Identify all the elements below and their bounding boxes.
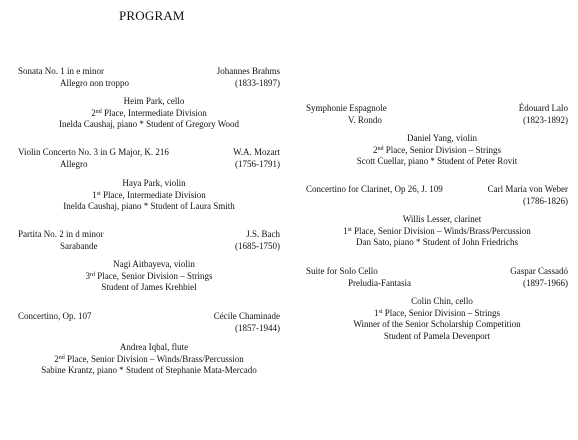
performer-accompanist: Scott Cuellar, piano * Student of Peter Rovit bbox=[356, 156, 518, 166]
piece-title: Symphonie Espagnole bbox=[306, 103, 387, 113]
performer-name: Colin Chin, cello bbox=[411, 296, 473, 306]
piece-composer: Gaspar Cassadó bbox=[510, 266, 568, 276]
piece-lalo bbox=[306, 103, 568, 126]
piece-title: Concertino, Op. 107 bbox=[18, 311, 92, 321]
performer-teacher: Student of James Krehbiel bbox=[101, 282, 197, 292]
piece-title: Violin Concerto No. 3 in G Major, K. 216 bbox=[18, 147, 169, 157]
performer-place: 1st Place, Intermediate Division bbox=[92, 189, 206, 200]
performer-name: Haya Park, violin bbox=[122, 178, 186, 188]
piece-dates: (1823-1892) bbox=[523, 114, 568, 125]
piece-composer: Cécile Chaminade bbox=[213, 311, 280, 321]
piece-title: Partita No. 2 in d minor bbox=[18, 229, 104, 239]
performer-block bbox=[18, 96, 280, 131]
performer-name: Nagi Aitbayeva, violin bbox=[113, 259, 195, 269]
piece-title: Suite for Solo Cello bbox=[306, 266, 378, 276]
piece-movement bbox=[306, 196, 348, 208]
performer-place: 3rd Place, Senior Division – Strings bbox=[85, 270, 213, 281]
performer-name: Daniel Yang, violin bbox=[406, 133, 477, 143]
piece-weber bbox=[306, 184, 568, 207]
piece-composer: W.A. Mozart bbox=[233, 147, 280, 157]
performer-place: 1st Place, Senior Division – Winds/Brass/Percussion bbox=[343, 225, 531, 236]
piece-brahms bbox=[18, 66, 280, 89]
performer-name: Willis Lesser, clarinet bbox=[402, 214, 482, 224]
piece-dates: (1685-1750) bbox=[235, 240, 280, 251]
performer-name: Andrea Iqbal, flute bbox=[119, 342, 189, 352]
piece-title: Concertino for Clarinet, Op 26, J. 109 bbox=[306, 184, 443, 194]
performer-accompanist: Inelda Caushaj, piano * Student of Gregory Wood bbox=[58, 119, 240, 129]
piece-dates: (1833-1897) bbox=[235, 77, 280, 88]
piece-dates: (1756-1791) bbox=[235, 158, 280, 169]
performer-block bbox=[306, 296, 568, 342]
performer-place: 2nd Place, Senior Division – Winds/Brass/Percussion bbox=[54, 353, 244, 364]
piece-title: Sonata No. 1 in e minor bbox=[18, 66, 104, 76]
performer-place: 2nd Place, Intermediate Division bbox=[91, 107, 207, 118]
piece-composer: Johannes Brahms bbox=[216, 66, 280, 76]
program-title: PROGRAM bbox=[119, 8, 185, 23]
piece-movement: V. Rondo bbox=[348, 114, 382, 125]
performer-name: Heim Park, cello bbox=[123, 96, 185, 106]
performer-teacher: Student of Pamela Devenport bbox=[383, 330, 491, 341]
performer-place: 1st Place, Senior Division – Strings bbox=[373, 307, 500, 318]
piece-movement: Allegro non troppo bbox=[60, 77, 129, 88]
performer-block bbox=[18, 178, 280, 213]
performer-accompanist: Sabine Krantz, piano * Student of Stephanie Mata-Mercado bbox=[41, 365, 257, 375]
performer-block bbox=[18, 342, 280, 377]
piece-movement: Preludia-Fantasia bbox=[348, 277, 411, 288]
performer-place: 2nd Place, Senior Division – Strings bbox=[373, 144, 501, 155]
piece-dates: (1786-1826) bbox=[523, 195, 568, 206]
piece-movement: Sarabande bbox=[60, 240, 98, 251]
performer-block bbox=[18, 259, 280, 294]
piece-mozart bbox=[18, 147, 280, 170]
piece-dates: (1897-1966) bbox=[523, 277, 568, 288]
performer-block bbox=[306, 214, 568, 249]
piece-chaminade bbox=[18, 311, 280, 334]
performer-accompanist: Dan Sato, piano * Student of John Friedrichs bbox=[356, 237, 518, 247]
performer-block bbox=[306, 133, 568, 168]
piece-composer: Carl Maria von Weber bbox=[487, 184, 568, 194]
piece-composer: J.S. Bach bbox=[246, 229, 280, 239]
piece-cassado bbox=[306, 266, 568, 289]
performer-award: Winner of the Senior Scholarship Competition bbox=[353, 319, 521, 329]
piece-dates: (1857-1944) bbox=[235, 322, 280, 333]
piece-composer: Édouard Lalo bbox=[518, 103, 568, 113]
piece-movement bbox=[18, 323, 60, 335]
piece-bach bbox=[18, 229, 280, 252]
piece-movement: Allegro bbox=[60, 158, 88, 169]
performer-accompanist: Inelda Caushaj, piano * Student of Laura Smith bbox=[63, 201, 235, 211]
